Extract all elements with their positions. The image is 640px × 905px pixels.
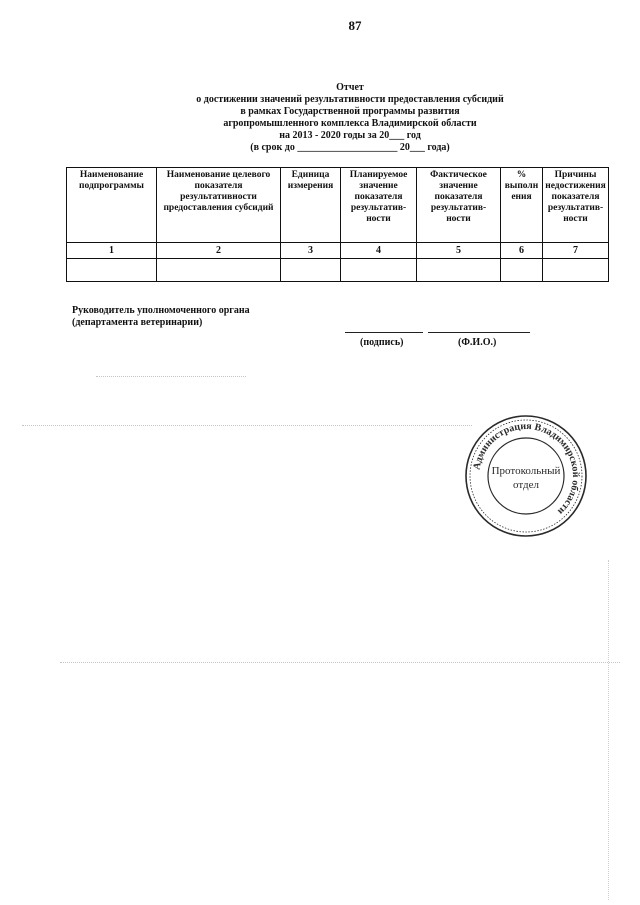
title-line-4: агропромышленного комплекса Владимирской области	[223, 118, 477, 129]
scan-artifact	[22, 425, 472, 426]
header-indicator: Наименование целевого показателя результативности предоставления субсидий	[157, 168, 281, 243]
title-line-6: (в срок до ____________________ 20___ года)	[250, 142, 450, 153]
scan-artifact	[608, 560, 609, 900]
header-planned: Планируемое значение показателя результатив-ности	[341, 168, 417, 243]
empty-cell	[67, 259, 157, 282]
stamp-ring-text: Администрация Владимирской области	[471, 420, 582, 517]
title-line-3: в рамках Государственной программы развития	[240, 106, 460, 117]
scan-artifact	[96, 376, 246, 377]
header-subprogram: Наименование подпрограммы	[67, 168, 157, 243]
title-line-1: Отчет	[336, 82, 364, 93]
table-header-row	[67, 168, 609, 243]
signatory-department: (департамента ветеринарии)	[72, 317, 203, 328]
table-number-row	[67, 243, 609, 259]
column-number: 1	[67, 243, 157, 259]
title-line-5: на 2013 - 2020 годы за 20___ год	[279, 130, 421, 141]
header-unit: Единица измерения	[281, 168, 341, 243]
signature-caption: (подпись)	[360, 337, 404, 348]
official-stamp	[462, 412, 590, 540]
signature-line	[345, 332, 423, 333]
empty-cell	[543, 259, 609, 282]
name-caption: (Ф.И.О.)	[458, 337, 497, 348]
scan-artifact	[60, 662, 620, 663]
report-title	[150, 82, 550, 154]
header-actual: Фактическое значение показателя результатив-ности	[417, 168, 501, 243]
column-number: 7	[543, 243, 609, 259]
column-number: 5	[417, 243, 501, 259]
empty-cell	[341, 259, 417, 282]
name-line	[428, 332, 530, 333]
empty-cell	[281, 259, 341, 282]
stamp-center-line-2: отдел	[513, 479, 539, 491]
header-reasons: Причины недостижения показателя результатив-ности	[543, 168, 609, 243]
signature-block	[72, 305, 250, 329]
page-number: 87	[348, 18, 362, 33]
column-number: 2	[157, 243, 281, 259]
column-number: 3	[281, 243, 341, 259]
stamp-center-line-1: Протокольный	[491, 465, 561, 477]
column-number: 4	[341, 243, 417, 259]
empty-cell	[417, 259, 501, 282]
table-empty-row	[67, 259, 609, 282]
column-number: 6	[501, 243, 543, 259]
title-line-2: о достижении значений результативности предоставления субсидий	[196, 94, 504, 105]
signatory-title: Руководитель уполномоченного органа	[72, 305, 250, 316]
empty-cell	[157, 259, 281, 282]
empty-cell	[501, 259, 543, 282]
report-table	[66, 167, 609, 282]
header-percent: % выполн ения	[501, 168, 543, 243]
